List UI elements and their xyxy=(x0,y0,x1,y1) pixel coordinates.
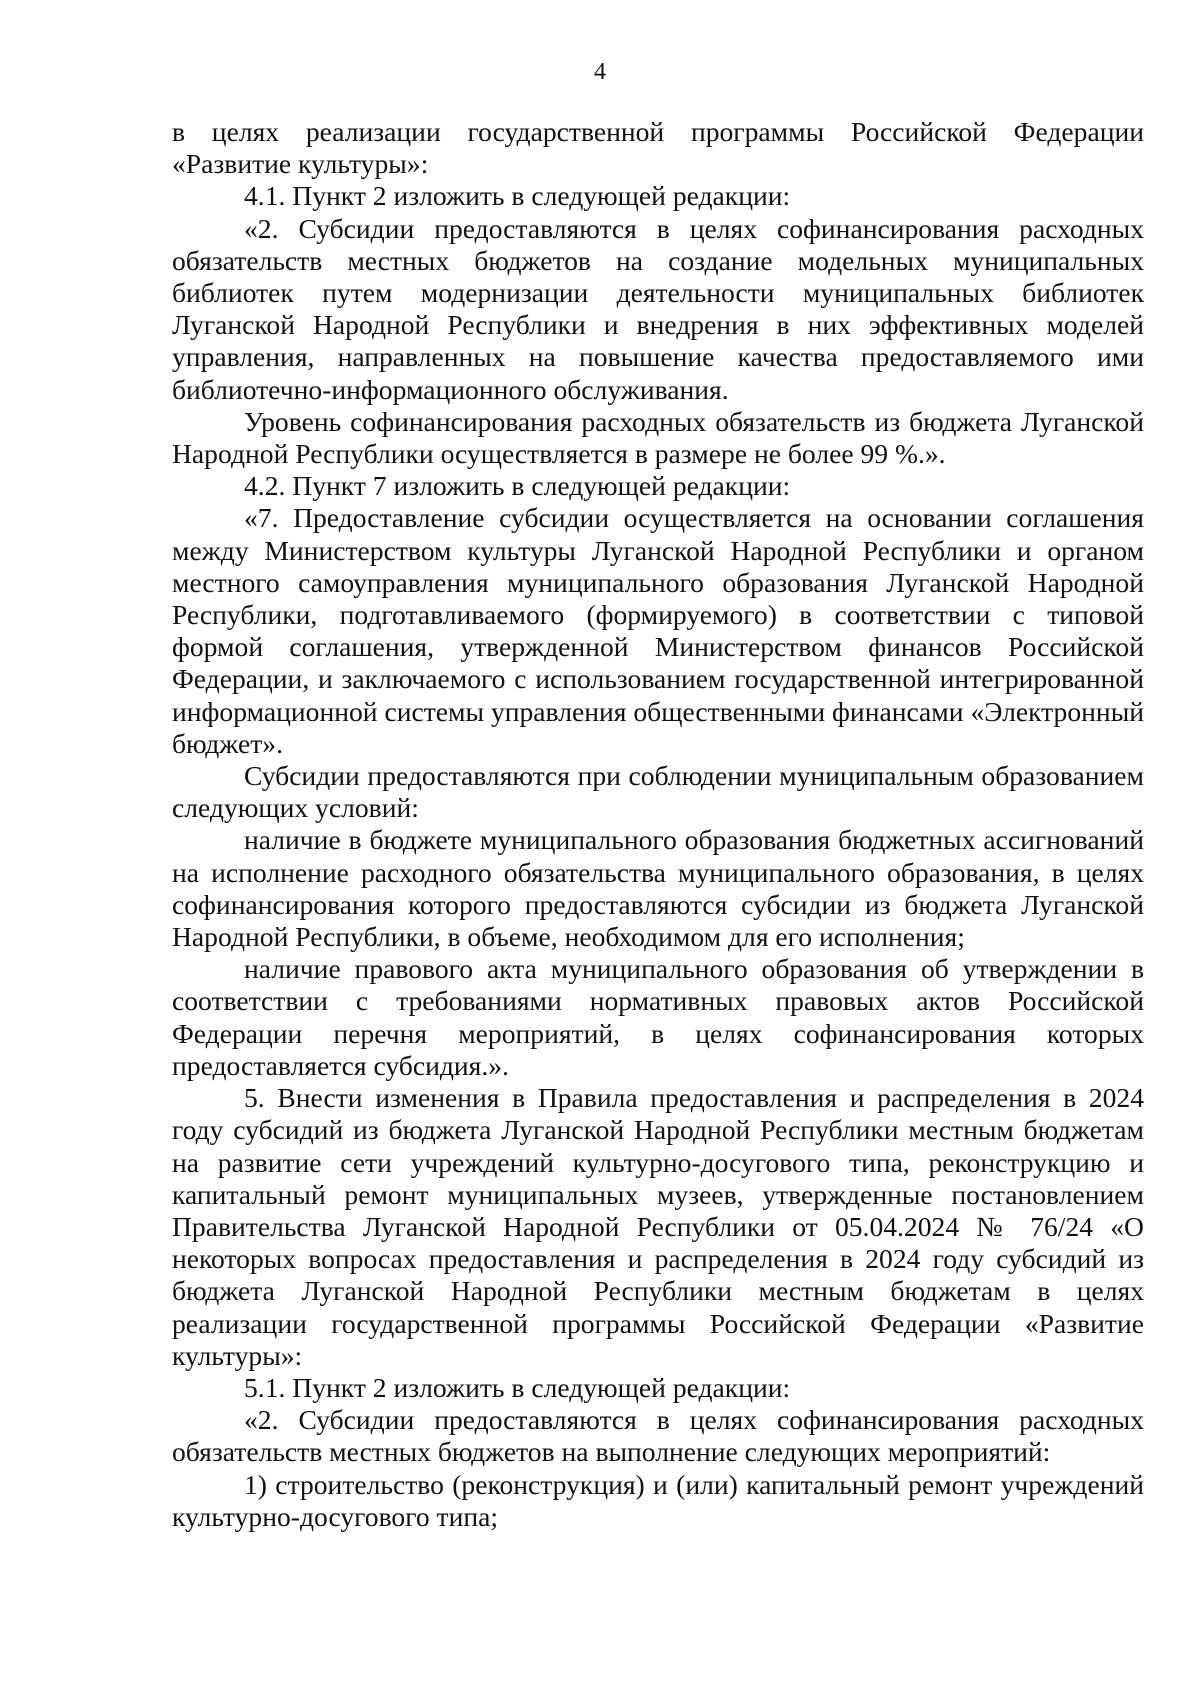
paragraph-item-4-2: 4.2. Пункт 7 изложить в следующей редакции: xyxy=(244,470,791,502)
paragraph-list-item-1: 1) строительство (реконструкция) и (или) капитальный ремонт учреждений культурно-досугового типа; xyxy=(172,1468,1144,1532)
paragraph-cofinancing-level: Уровень софинансирования расходных обязательств из бюджета Луганской Народной Республики осуществляется в размере не более 99 %.». xyxy=(172,405,1144,470)
paragraph-subsidy-conditions: Субсидии предоставляются при соблюдении муниципальным образованием следующих условий: xyxy=(172,760,1144,824)
paragraph-condition-budget-allocations: наличие в бюджете муниципального образования бюджетных ассигнований на исполнение расходного обязательства муниципального образования, в целях софинансирования которого предоставляются субсидии из бюджета Луганской Народной Республики, в объеме, необходимом для его исполнения; xyxy=(172,824,1144,953)
document-body xyxy=(172,116,1144,1533)
paragraph-item-4-1: 4.1. Пункт 2 изложить в следующей редакции: xyxy=(244,180,791,212)
paragraph-clause-7-agreement: «7. Предоставление субсидии осуществляется на основании соглашения между Министерством культуры Луганской Народной Республики и органом местного самоуправления муниципального образования Луганской Народной Республики, подготавливаемого (формируемого) в соответствии с типовой формой соглашения, утвержденной Министерством финансов Российской Федерации, и заключаемого с использованием государственной интегрированной информационной системы управления общественными финансами «Электронный бюджет». xyxy=(172,502,1144,759)
paragraph-item-5-amend-rules: 5. Внести изменения в Правила предоставления и распределения в 2024 году субсидий из бюджета Луганской Народной Республики местным бюджетам на развитие сети учреждений культурно-досугового типа, реконструкцию и капитальный ремонт муниципальных музеев, утвержденные постановлением Правительства Луганской Народной Республики от 05.04.2024 № 76/24 «О некоторых вопросах предоставления и распределения в 2024 году субсидий из бюджета Луганской Народной Республики местным бюджетам в целях реализации государственной программы Российской Федерации «Развитие культуры»: xyxy=(172,1082,1144,1371)
paragraph-item-5-1: 5.1. Пункт 2 изложить в следующей редакции: xyxy=(244,1371,791,1403)
paragraph-clause-2-cultural-subsidy: «2. Субсидии предоставляются в целях софинансирования расходных обязательств местных бюджетов на выполнение следующих мероприятий: xyxy=(172,1404,1144,1468)
page-number: 4 xyxy=(594,59,606,85)
paragraph-condition-legal-act: наличие правового акта муниципального образования об утверждении в соответствии с требованиями нормативных правовых актов Российской Федерации перечня мероприятий, в целях софинансирования которых предоставляется субсидия.». xyxy=(172,953,1144,1081)
paragraph-program-continuation: в целях реализации государственной программы Российской Федерации «Развитие культуры»: xyxy=(172,116,1144,180)
paragraph-clause-2-library-subsidy: «2. Субсидии предоставляются в целях софинансирования расходных обязательств местных бюджетов на создание модельных муниципальных библиотек путем модернизации деятельности муниципальных библиотек Луганской Народной Республики и внедрения в них эффективных моделей управления, направленных на повышение качества предоставляемого ими библиотечно-информационного обслуживания. xyxy=(172,212,1144,405)
